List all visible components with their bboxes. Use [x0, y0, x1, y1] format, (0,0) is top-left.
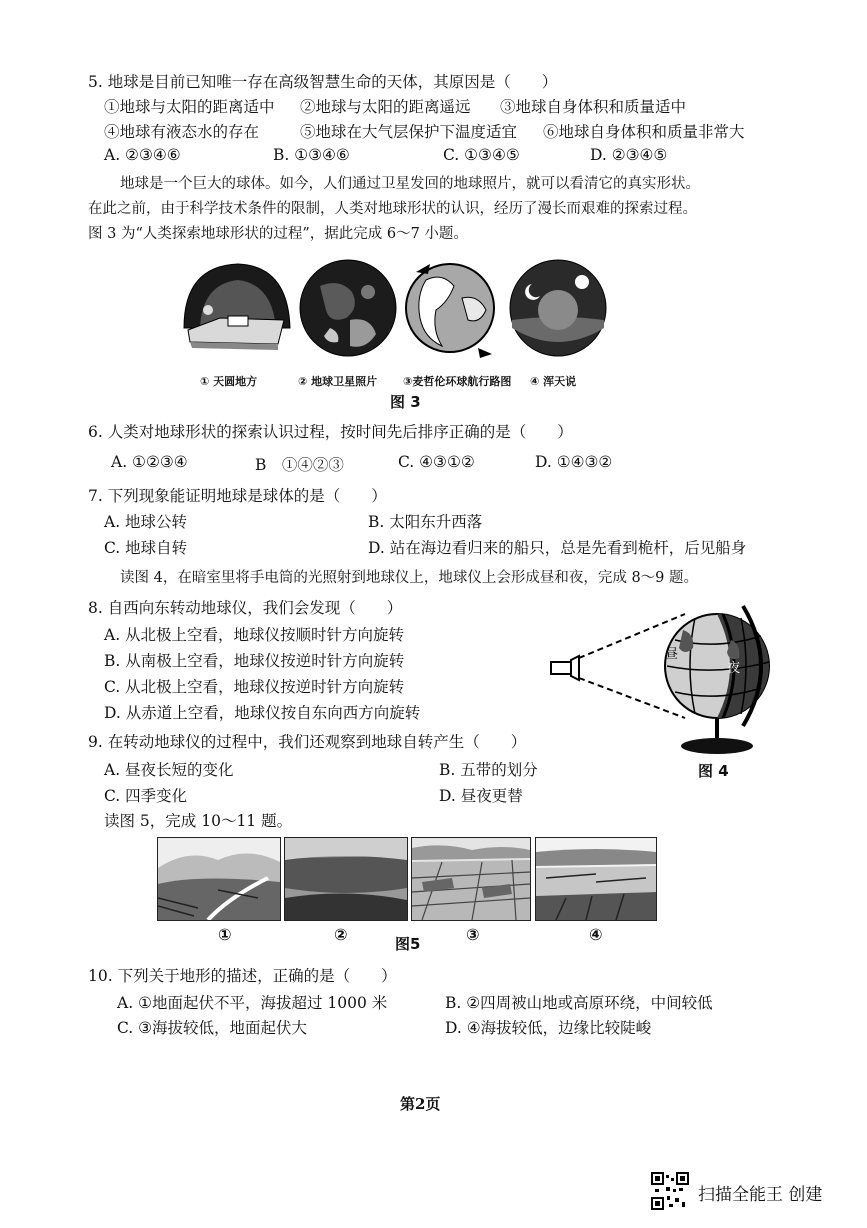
- globe-flashlight-illustration: [545, 600, 775, 760]
- q7-option-b: B. 太阳东升西落: [368, 513, 483, 531]
- q6-option-a: A. ①②③④: [111, 453, 188, 471]
- q5-item-3: ③地球自身体积和质量适中: [500, 98, 687, 116]
- q10-stem: 10. 下列关于地形的描述，正确的是（ ）: [88, 967, 397, 985]
- landform-photo-3: [411, 837, 531, 921]
- magellan-route-globe-image: [406, 264, 494, 358]
- q7-option-a: A. 地球公转: [104, 513, 188, 531]
- q7-option-d: D. 站在海边看归来的船只，总是先看到桅杆，后见船身: [368, 539, 747, 557]
- qr-code-icon: [651, 1172, 689, 1210]
- q9-option-d: D. 昼夜更替: [439, 787, 523, 805]
- fig5-caption: 图5: [395, 935, 421, 953]
- q8-option-b: B. 从南极上空看，地球仪按逆时针方向旋转: [104, 652, 405, 670]
- q6-option-d: D. ①④③②: [535, 453, 613, 471]
- earth-satellite-photo-image: [300, 260, 396, 356]
- q5-item-6: ⑥地球自身体积和质量非常大: [543, 123, 745, 141]
- q6-option-b: B ①④②③: [255, 456, 344, 474]
- flashlight-icon: [551, 662, 571, 674]
- fig3-caption: 图 3: [390, 393, 421, 411]
- q9-option-a: A. 昼夜长短的变化: [104, 761, 234, 779]
- q6-stem: 6. 人类对地球形状的探索认识过程，按时间先后排序正确的是（ ）: [88, 423, 573, 441]
- q10-option-d: D. ④海拔较低，边缘比较陡峻: [445, 1019, 652, 1037]
- intro-line-1: 地球是一个巨大的球体。如今，人们通过卫星发回的地球照片，就可以看清它的真实形状。: [120, 176, 700, 192]
- q6-option-c: C. ④③①②: [398, 453, 475, 471]
- fig4-caption: 图 4: [698, 762, 729, 780]
- intro-figure-5: 读图 5，完成 10～11 题。: [104, 812, 293, 830]
- q5-option-b: B. ①③④⑥: [273, 146, 350, 164]
- q5-option-d: D. ②③④⑤: [590, 146, 668, 164]
- fig5-label-3: ③: [466, 925, 480, 944]
- q7-option-c: C. 地球自转: [104, 539, 188, 557]
- globe-day-label: 昼: [665, 647, 679, 662]
- q10-option-a: A. ①地面起伏不平，海拔超过 1000 米: [117, 994, 388, 1012]
- q9-option-b: B. 五带的划分: [439, 761, 538, 779]
- q10-option-c: C. ③海拔较低，地面起伏大: [117, 1019, 308, 1037]
- fig3-label-3: ③麦哲伦环球航行路图: [403, 375, 512, 388]
- fig5-label-1: ①: [218, 925, 232, 944]
- fig3-label-1: ① 天圆地方: [200, 375, 258, 388]
- q8-stem: 8. 自西向东转动地球仪，我们会发现（ ）: [88, 599, 403, 617]
- landform-photo-4: [535, 837, 657, 921]
- intro-line-3: 图 3 为“人类探索地球形状的过程”，据此完成 6～7 小题。: [88, 226, 468, 242]
- scanner-watermark: 扫描全能王 创建: [698, 1185, 823, 1205]
- globe-night-label: 夜: [727, 661, 741, 676]
- q5-item-4: ④地球有液态水的存在: [104, 123, 260, 141]
- q10-option-b: B. ②四周被山地或高原环绕，中间较低: [445, 994, 713, 1012]
- landform-photo-2: [284, 837, 408, 921]
- q7-stem: 7. 下列现象能证明地球是球体的是（ ）: [88, 487, 387, 505]
- q8-option-a: A. 从北极上空看，地球仪按顺时针方向旋转: [104, 626, 405, 644]
- intro-figure-4: 读图 4，在暗室里将手电筒的光照射到地球仪上，地球仪上会形成昼和夜，完成 8～9 题。: [120, 570, 699, 586]
- fig3-label-4: ④ 浑天说: [530, 375, 577, 388]
- q5-option-a: A. ②③④⑥: [104, 146, 181, 164]
- q5-item-2: ②地球与太阳的距离遥远: [300, 98, 471, 116]
- q5-option-c: C. ①③④⑤: [443, 146, 520, 164]
- q5-stem: 5. 地球是目前已知唯一存在高级智慧生命的天体，其原因是（ ）: [88, 73, 558, 91]
- page-number: 第2页: [400, 1095, 441, 1113]
- figure-3-illustrations: [180, 258, 610, 370]
- figure-4: [545, 600, 775, 760]
- q5-item-1: ①地球与太阳的距离适中: [104, 98, 275, 116]
- q8-option-d: D. 从赤道上空看，地球仪按自东向西方向旋转: [104, 704, 421, 722]
- q5-item-5: ⑤地球在大气层保护下温度适宜: [300, 123, 518, 141]
- heaven-round-earth-square-image: [184, 264, 290, 350]
- landform-photo-1: [157, 837, 281, 921]
- fig5-label-4: ④: [589, 925, 603, 944]
- fig5-label-2: ②: [334, 925, 348, 944]
- figure-3: [180, 258, 610, 370]
- huntian-theory-image: [510, 260, 606, 356]
- fig3-label-2: ② 地球卫星照片: [298, 375, 378, 388]
- q8-option-c: C. 从北极上空看，地球仪按逆时针方向旋转: [104, 678, 405, 696]
- q9-option-c: C. 四季变化: [104, 787, 188, 805]
- intro-line-2: 在此之前，由于科学技术条件的限制，人类对地球形状的认识，经历了漫长而艰难的探索过程。: [88, 201, 697, 217]
- q9-stem: 9. 在转动地球仪的过程中，我们还观察到地球自转产生（ ）: [88, 733, 527, 751]
